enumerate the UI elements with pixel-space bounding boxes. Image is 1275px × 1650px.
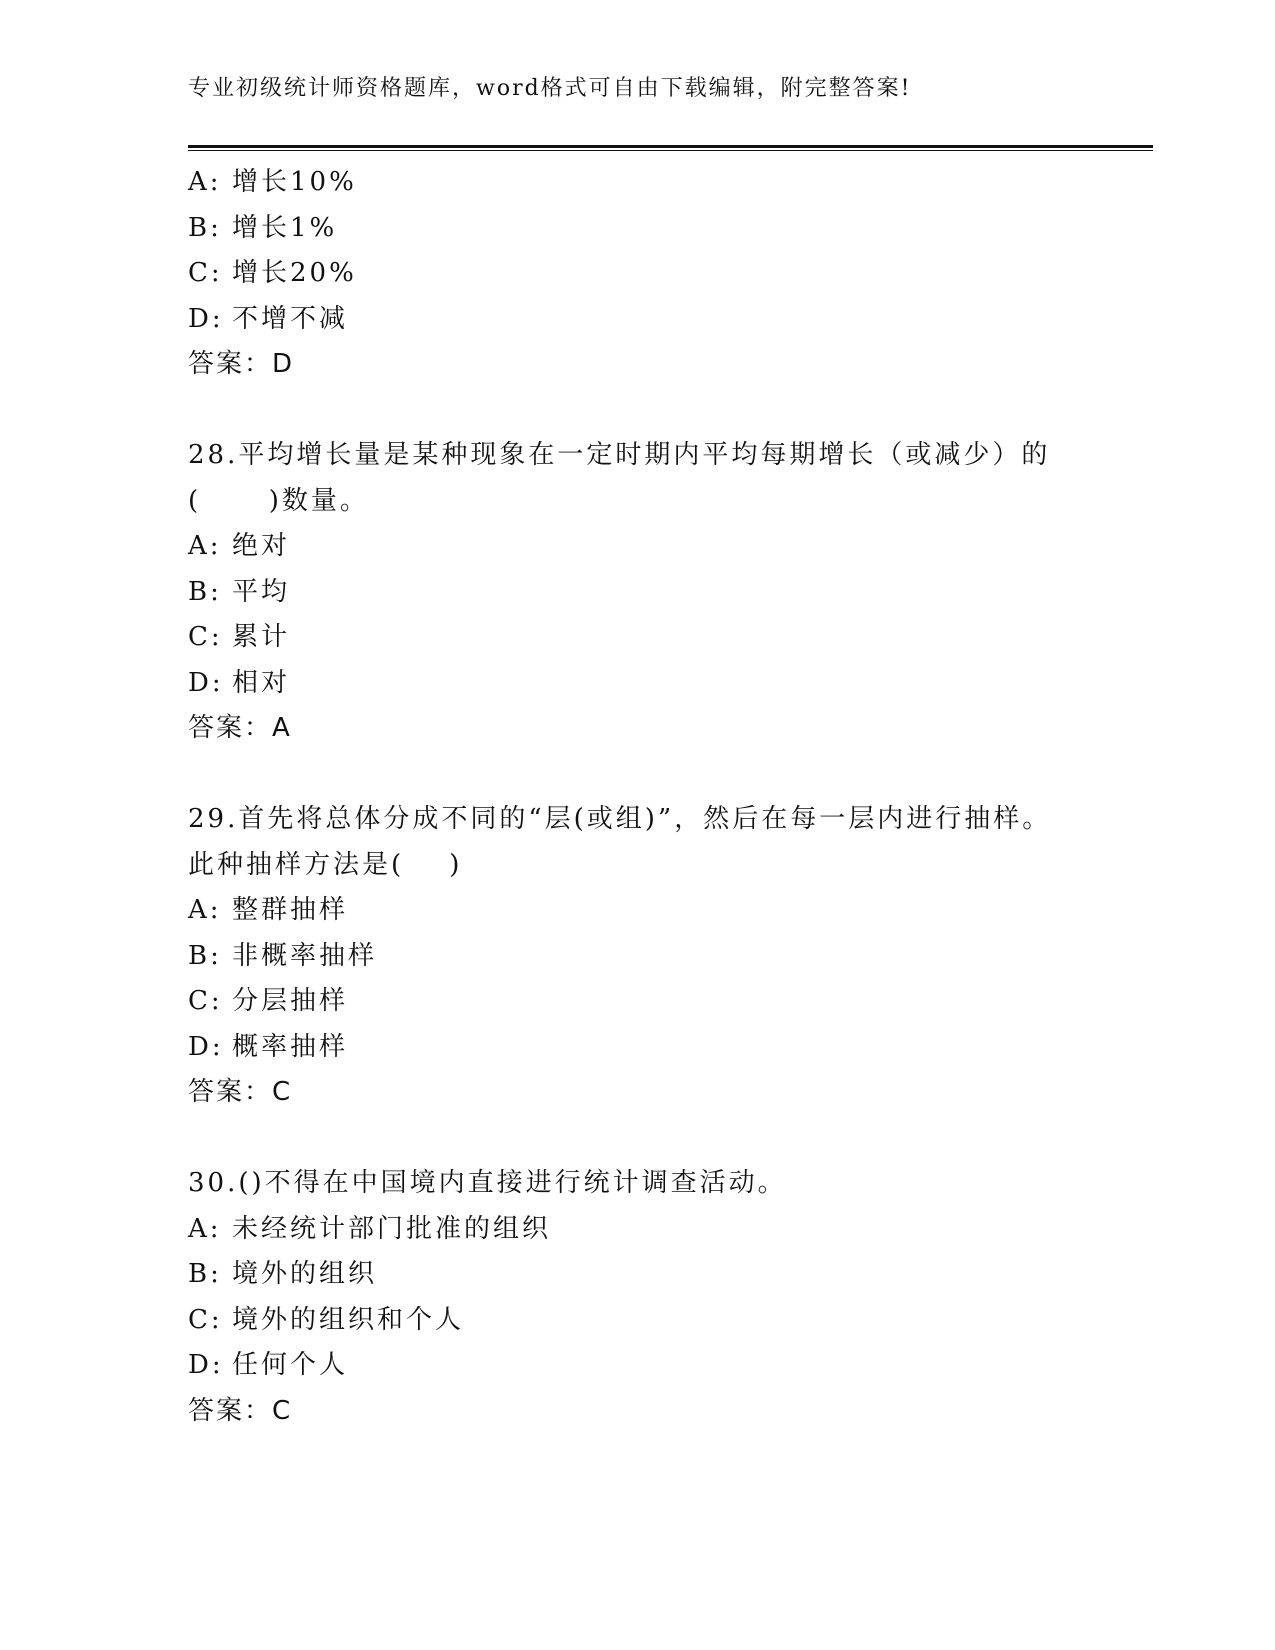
option-text: 累计 <box>232 622 291 652</box>
option-text: 分层抽样 <box>232 986 349 1016</box>
option-a <box>188 160 1148 206</box>
question-stem: 此种抽样方法是( ) <box>188 849 463 880</box>
option-c <box>188 615 1148 661</box>
question-list <box>188 160 1148 1434</box>
option-letter: C: <box>188 986 223 1016</box>
option-text: 整群抽样 <box>232 895 349 925</box>
spacer <box>188 752 1148 798</box>
option-text: 概率抽样 <box>232 1031 349 1062</box>
spacer <box>188 1116 1148 1162</box>
option-b <box>188 570 1148 616</box>
question-stem: 28.平均增长量是某种现象在一定时期内平均每期增长（或减少）的 <box>188 440 1051 470</box>
option-text: 相对 <box>232 667 291 698</box>
answer-line: 答案：D <box>188 349 295 379</box>
answer-line: 答案：C <box>188 1395 293 1426</box>
option-letter: B: <box>188 576 222 607</box>
option-text: 任何个人 <box>232 1350 349 1380</box>
option-text: 绝对 <box>232 531 291 561</box>
option-text: 非概率抽样 <box>232 940 378 971</box>
option-text: 不增不减 <box>232 303 349 334</box>
option-text: 增长20% <box>232 258 357 288</box>
option-letter: D: <box>188 303 224 334</box>
option-d <box>188 297 1148 343</box>
question-block-30 <box>188 1161 1148 1434</box>
option-text: 未经统计部门批准的组织 <box>232 1213 552 1244</box>
option-d <box>188 1025 1148 1071</box>
option-letter: B: <box>188 212 222 243</box>
page-header: 专业初级统计师资格题库，word格式可自由下载编辑，附完整答案! <box>188 76 912 101</box>
question-block-29 <box>188 797 1148 1116</box>
question-stem: ( )数量。 <box>188 485 369 516</box>
option-a <box>188 524 1148 570</box>
question-block-27 <box>188 160 1148 388</box>
option-text: 平均 <box>232 576 291 607</box>
option-d <box>188 1343 1148 1389</box>
option-b <box>188 1252 1148 1298</box>
option-text: 境外的组织和个人 <box>232 1304 465 1335</box>
question-stem: 30.()不得在中国境内直接进行统计调查活动。 <box>188 1168 787 1198</box>
option-text: 增长1% <box>232 212 338 243</box>
option-c <box>188 979 1148 1025</box>
option-letter: D: <box>188 1031 224 1062</box>
option-c <box>188 1298 1148 1344</box>
option-letter: D: <box>188 1350 224 1380</box>
answer-line: 答案：C <box>188 1077 293 1107</box>
option-letter: A: <box>188 531 222 561</box>
spacer <box>188 388 1148 434</box>
option-b <box>188 206 1148 252</box>
option-d <box>188 661 1148 707</box>
header-divider <box>188 145 1153 151</box>
question-stem: 29.首先将总体分成不同的“层(或组)”，然后在每一层内进行抽样。 <box>188 804 1052 834</box>
option-letter: D: <box>188 667 224 698</box>
option-letter: A: <box>188 167 222 197</box>
option-a <box>188 888 1148 934</box>
option-text: 境外的组织 <box>232 1259 378 1289</box>
option-letter: C: <box>188 1304 223 1335</box>
option-a <box>188 1207 1148 1253</box>
option-letter: B: <box>188 1259 222 1289</box>
option-letter: A: <box>188 895 222 925</box>
option-c <box>188 251 1148 297</box>
answer-line: 答案：A <box>188 713 292 743</box>
question-block-28 <box>188 433 1148 752</box>
option-letter: C: <box>188 258 223 288</box>
option-b <box>188 934 1148 980</box>
option-letter: A: <box>188 1213 222 1244</box>
option-letter: B: <box>188 940 222 971</box>
option-text: 增长10% <box>232 167 357 197</box>
option-letter: C: <box>188 622 223 652</box>
